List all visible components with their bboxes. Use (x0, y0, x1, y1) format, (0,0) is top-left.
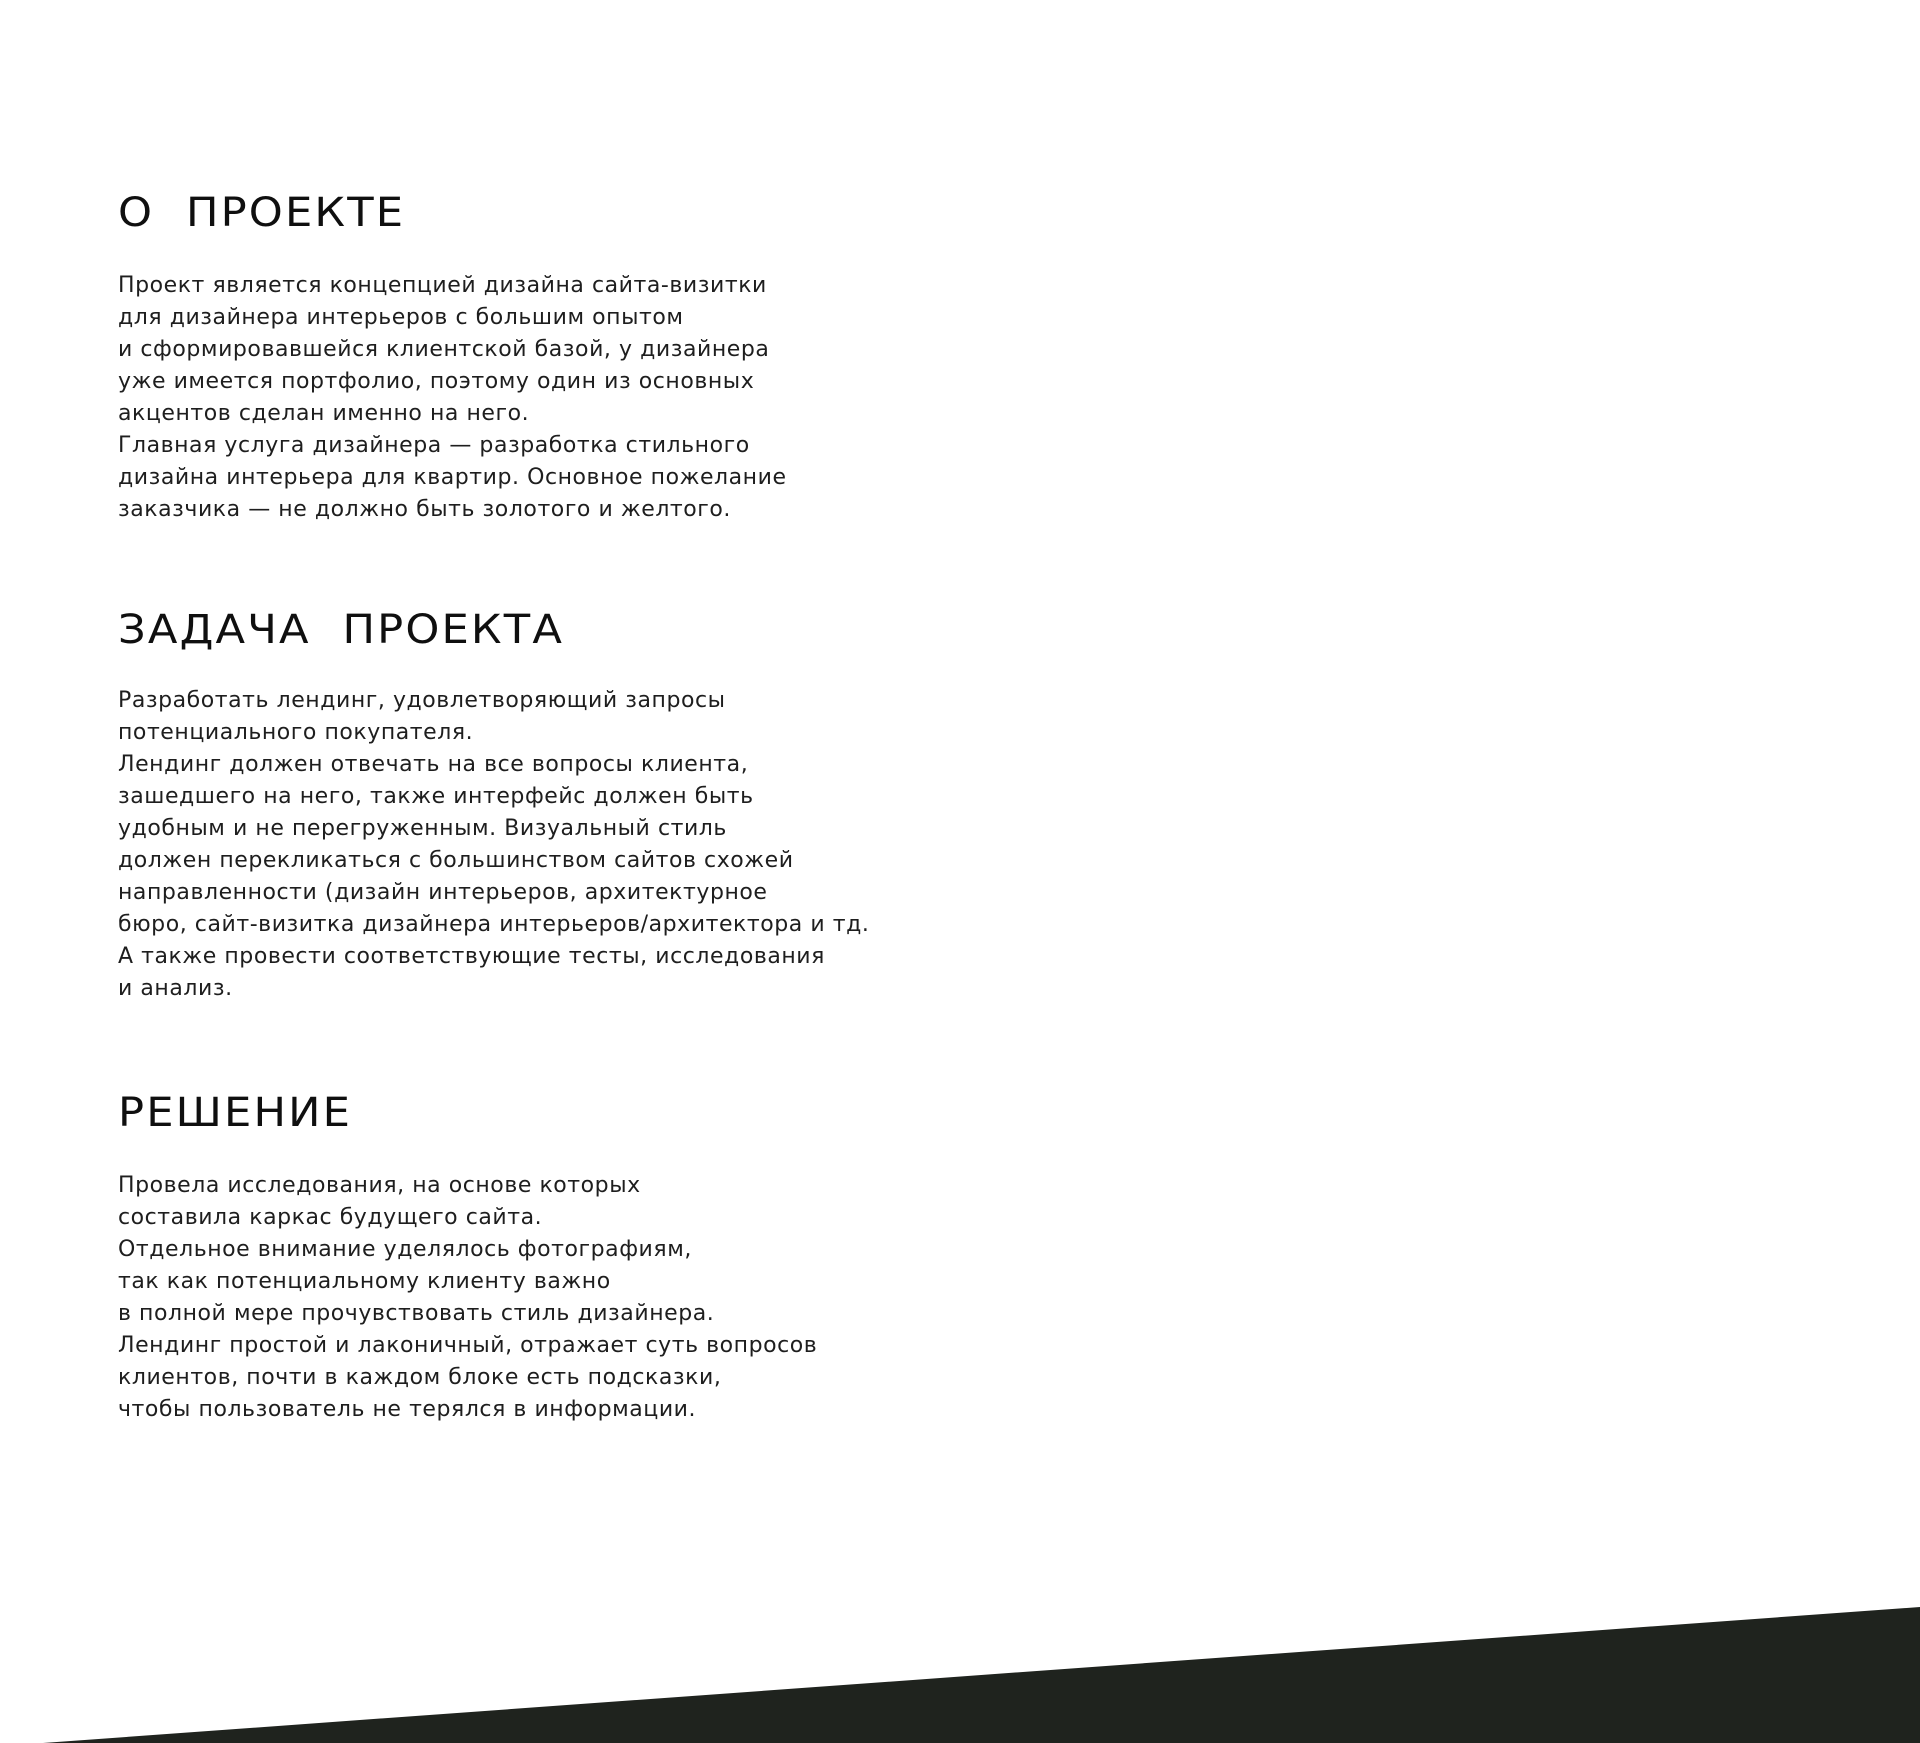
body-line: Разработать лендинг, удовлетворяющий запросы (118, 688, 726, 713)
section-solution (118, 1090, 818, 1426)
body-line: дизайна интерьера для квартир. Основное пожелание (118, 465, 787, 490)
body-line: бюро, сайт-визитка дизайнера интерьеров/архитектора и тд. (118, 912, 870, 937)
body-line: чтобы пользователь не терялся в информации. (118, 1397, 697, 1422)
body-line: Провела исследования, на основе которых (118, 1173, 641, 1198)
body-line: зашедшего на него, также интерфейс должен быть (118, 784, 754, 809)
body-line: А также провести соответствующие тесты, исследования (118, 944, 825, 969)
section-about-project (118, 190, 787, 526)
section-body-about (118, 270, 787, 526)
section-title-task: ЗАДАЧА ПРОЕКТА (118, 607, 565, 653)
body-line: Отдельное внимание уделялось фотографиям, (118, 1237, 692, 1262)
section-body-task (118, 685, 869, 1005)
body-line: удобным и не перегруженным. Визуальный стиль (118, 816, 727, 841)
body-line: Лендинг простой и лаконичный, отражает суть вопросов (118, 1333, 818, 1358)
body-line: Лендинг должен отвечать на все вопросы клиента, (118, 752, 749, 777)
body-line: заказчика — не должно быть золотого и желтого. (118, 497, 731, 522)
body-line: и сформировавшейся клиентской базой, у дизайнера (118, 337, 770, 362)
body-line: в полной мере прочувствовать стиль дизайнера. (118, 1301, 715, 1326)
body-line: составила каркас будущего сайта. (118, 1205, 543, 1230)
body-line: для дизайнера интерьеров с большим опытом (118, 305, 684, 330)
body-line: акцентов сделан именно на него. (118, 401, 530, 426)
footer-diagonal-polygon (43, 1607, 1920, 1743)
section-title-about: О ПРОЕКТЕ (118, 190, 406, 236)
section-project-task (118, 607, 870, 1005)
section-title-solution: РЕШЕНИЕ (118, 1090, 353, 1136)
body-line: уже имеется портфолио, поэтому один из основных (118, 369, 755, 394)
body-line: Главная услуга дизайнера — разработка стильного (118, 433, 750, 458)
body-line: и анализ. (118, 976, 233, 1001)
body-line: потенциального покупателя. (118, 720, 474, 745)
body-line: направленности (дизайн интерьеров, архитектурное (118, 880, 768, 905)
body-line: Проект является концепцией дизайна сайта-визитки (118, 273, 767, 298)
section-body-solution (118, 1170, 817, 1426)
body-line: так как потенциальному клиенту важно (118, 1269, 611, 1294)
body-line: клиентов, почти в каждом блоке есть подсказки, (118, 1365, 722, 1390)
body-line: должен перекликаться с большинством сайтов схожей (118, 848, 794, 873)
